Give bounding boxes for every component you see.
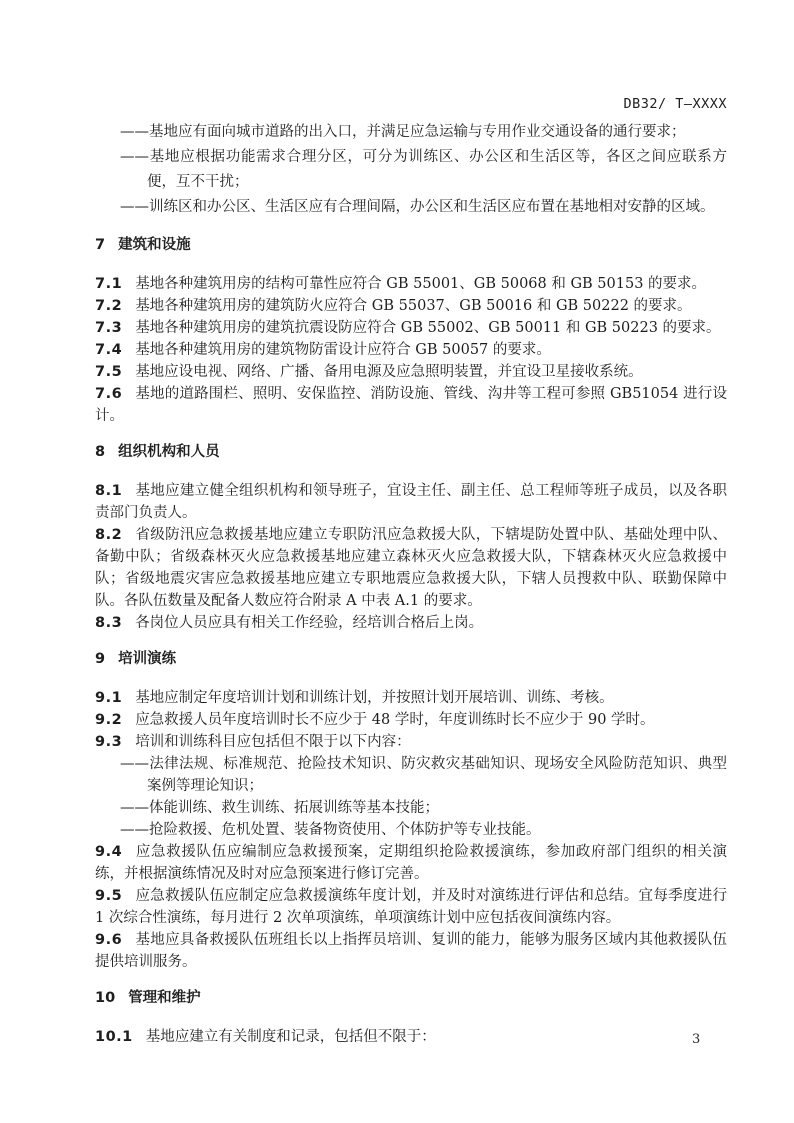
clause-8-3	[95, 612, 727, 634]
section-title: 建筑和设施	[118, 237, 191, 253]
clause-text: 培训和训练科目应包括但不限于以下内容：	[135, 734, 411, 750]
clause-7-6	[95, 383, 727, 427]
clause-text: 基地应建立健全组织机构和领导班子，宜设主任、副主任、总工程师等班子成员，以及各职责部门负责人。	[95, 483, 727, 521]
section-7	[95, 234, 727, 427]
clause-number: 8.3	[95, 615, 123, 631]
clause-text: 应急救援队伍应编制应急救援预案，定期组织抢险救援演练，参加政府部门组织的相关演练，并根据演练情况及时对应急预案进行修订完善。	[95, 844, 727, 882]
clause-number: 7.4	[95, 342, 123, 358]
section-9-heading	[95, 648, 727, 670]
clause-9-1	[95, 687, 727, 709]
clause-number: 7.1	[95, 276, 123, 292]
section-7-heading	[95, 234, 727, 256]
dash-item: ——基地应有面向城市道路的出入口，并满足应急运输与专用作业交通设备的通行要求；	[120, 124, 686, 140]
clause-9-5	[95, 885, 727, 929]
section-8	[95, 441, 727, 634]
clause-text: 应急救援人员年度培训时长不应少于 48 学时，年度训练时长不应少于 90 学时。	[135, 712, 655, 728]
clause-text: 基地的道路围栏、照明、安保监控、消防设施、管线、沟井等工程可参照 GB51054 进行设计。	[95, 386, 727, 424]
clause-text: 基地各种建筑用房的建筑防火应符合 GB 55037、GB 50016 和 GB 50222 的要求。	[135, 298, 692, 314]
clause-text: 基地各种建筑用房的建筑物防雷设计应符合 GB 50057 的要求。	[135, 342, 551, 358]
section-title: 组织机构和人员	[118, 444, 220, 460]
intro-dash-list	[95, 120, 727, 220]
running-header: DB32/ T—XXXX	[623, 96, 727, 112]
clause-number: 9.4	[95, 844, 123, 860]
dash-item: ——训练区和办公区、生活区应有合理间隔，办公区和生活区应布置在基地相对安静的区域。	[120, 199, 715, 215]
clause-9-6	[95, 929, 727, 973]
clause-number: 7.6	[95, 386, 123, 402]
dash-item: ——抢险救援、危机处置、装备物资使用、个体防护等专业技能。	[120, 822, 541, 838]
clause-number: 9.2	[95, 712, 123, 728]
clause-number: 9.5	[95, 888, 123, 904]
section-number: 10	[95, 990, 116, 1006]
clause-7-2	[95, 295, 727, 317]
clause-text: 基地应设电视、网络、广播、备用电源及应急照明装置，并宜设卫星接收系统。	[135, 364, 643, 380]
document-content	[95, 120, 727, 1048]
clause-text: 基地应制定年度培训计划和训练计划，并按照计划开展培训、训练、考核。	[135, 690, 614, 706]
clause-8-1	[95, 480, 727, 524]
section-10	[95, 987, 727, 1048]
clause-text: 基地应建立有关制度和记录，包括但不限于：	[145, 1029, 436, 1045]
section-title: 培训演练	[118, 651, 177, 667]
section-number: 8	[95, 444, 106, 460]
clause-9-4	[95, 841, 727, 885]
clause-number: 8.2	[95, 527, 123, 543]
dash-item: ——体能训练、救生训练、拓展训练等基本技能；	[120, 800, 439, 816]
clause-number: 7.2	[95, 298, 123, 314]
clause-text: 基地各种建筑用房的结构可靠性应符合 GB 55001、GB 50068 和 GB 50153 的要求。	[135, 276, 707, 292]
clause-number: 9.1	[95, 690, 123, 706]
clause-number: 9.6	[95, 932, 123, 948]
clause-number: 7.5	[95, 364, 123, 380]
training-subjects-dash-list	[95, 753, 727, 841]
section-10-heading	[95, 987, 727, 1009]
clause-10-1	[95, 1026, 727, 1048]
clause-number: 10.1	[95, 1029, 133, 1045]
clause-number: 9.3	[95, 734, 123, 750]
clause-text: 基地各种建筑用房的建筑抗震设防应符合 GB 55002、GB 50011 和 GB 50223 的要求。	[135, 320, 721, 336]
clause-7-1	[95, 273, 727, 295]
clause-text: 应急救援队伍应制定应急救援演练年度计划，并及时对演练进行评估和总结。宜每季度进行 1 次综合性演练，每月进行 2 次单项演练，单项演练计划中应包括夜间演练内容。	[95, 888, 727, 926]
clause-7-4	[95, 339, 727, 361]
clause-text: 各岗位人员应具有相关工作经验，经培训合格后上岗。	[135, 615, 484, 631]
section-9	[95, 648, 727, 973]
clause-number: 7.3	[95, 320, 123, 336]
section-number: 9	[95, 651, 106, 667]
clause-text: 基地应具备救援队伍班组长以上指挥员培训、复训的能力，能够为服务区域内其他救援队伍提供培训服务。	[95, 932, 727, 970]
page-number: 3	[692, 1032, 701, 1047]
clause-9-2	[95, 709, 727, 731]
clause-8-2	[95, 524, 727, 612]
clause-9-3	[95, 731, 727, 753]
section-number: 7	[95, 237, 106, 253]
clause-text: 省级防汛应急救援基地应建立专职防汛应急救援大队，下辖堤防处置中队、基础处理中队、备勤中队；省级森林灭火应急救援基地应建立森林灭火应急救援大队，下辖森林灭火应急救援中队；省级地震灾害应急救援基地应建立专职地震应急救援大队，下辖人员搜救中队、联勤保障中队。各队伍数量及配备人数应符合附录 A 中表 A.1 的要求。	[95, 527, 727, 609]
clause-7-3	[95, 317, 727, 339]
section-title: 管理和维护	[128, 990, 201, 1006]
dash-item: ——基地应根据功能需求合理分区，可分为训练区、办公区和生活区等，各区之间应联系方便，互不干扰；	[120, 149, 727, 190]
dash-item: ——法律法规、标准规范、抢险技术知识、防灾救灾基础知识、现场安全风险防范知识、典型案例等理论知识；	[120, 756, 727, 794]
section-8-heading	[95, 441, 727, 463]
clause-7-5	[95, 361, 727, 383]
clause-number: 8.1	[95, 483, 123, 499]
